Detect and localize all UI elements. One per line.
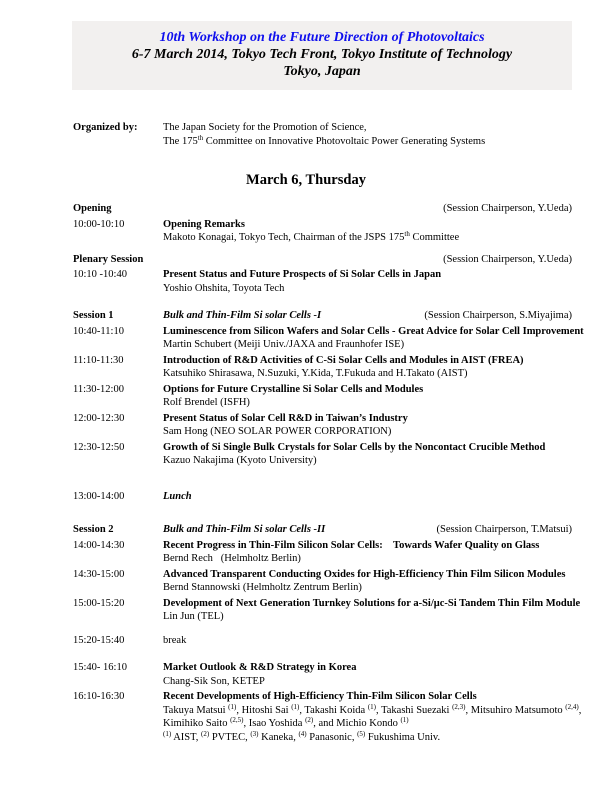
organizer-block xyxy=(73,121,572,148)
organizer-lines xyxy=(163,121,572,148)
session-title: Bulk and Thin-Film Si solar Cells -II xyxy=(163,524,326,535)
session-label: Session 2 xyxy=(73,524,114,535)
talk-speaker: Lin Jun (TEL) xyxy=(163,611,224,622)
session-chair: (Session Chairperson, T.Matsui) xyxy=(436,524,572,535)
talk-time: 16:10-16:30 xyxy=(73,691,125,702)
session-label: Session 1 xyxy=(73,310,114,321)
talk-speaker: Takuya Matsui $^{(1)}$, Hitoshi Sai $^{(1)}$, Takashi Koida $^{(1)}$, Takashi Suezaki $^{(2,3)}$, Mitsuhiro Matsumoto $^{(2,4)}$, xyxy=(163,702,582,716)
talk-row xyxy=(73,354,572,381)
workshop-title: 10th Workshop on the Future Direction of Photovoltaics xyxy=(159,30,485,45)
break-label: Lunch xyxy=(163,490,192,502)
talk-time: 11:30-12:00 xyxy=(73,383,124,395)
talk-time: 15:40- 16:10 xyxy=(73,662,127,673)
talk-time: 14:30-15:00 xyxy=(73,568,125,580)
program-schedule xyxy=(73,202,584,744)
talk-row xyxy=(73,412,572,439)
organizer-line-2: The 175th Committee on Innovative Photovoltaic Power Generating Systems xyxy=(163,133,486,147)
talk-speaker: Kimihiko Saito $^{(2,5)}$, Isao Yoshida $^{(2)}$, and Michio Kondo $^{(1)}$ xyxy=(163,716,409,729)
talk-title: Advanced Transparent Conducting Oxides for High-Efficiency Thin Film Silicon Modules xyxy=(163,568,566,580)
talk-row xyxy=(73,690,582,744)
talk-affiliations: $^{(1)}$ AIST, $^{(2)}$ PVTEC, $^{(3)}$ Kaneka, $^{(4)}$ Panasonic, $^{(5)}$ Fukushima Univ. xyxy=(163,729,441,743)
talk-time: 12:00-12:30 xyxy=(73,412,125,424)
header-banner xyxy=(72,21,572,90)
talk-title: Recent Progress in Thin-Film Silicon Solar Cells: Towards Wafer Quality on Glass xyxy=(163,539,540,551)
talk-speaker: Kazuo Nakajima (Kyoto University) xyxy=(163,455,317,466)
talk-row xyxy=(73,597,581,624)
lunch-break-row xyxy=(73,490,572,504)
talk-title: Opening Remarks xyxy=(163,218,245,230)
talk-time: 10:10 -10:40 xyxy=(73,269,127,280)
session-header-2 xyxy=(73,523,572,537)
talk-title: Present Status of Solar Cell R&D in Taiwan’s Industry xyxy=(163,412,408,424)
talk-title: Present Status and Future Prospects of Si Solar Cells in Japan xyxy=(163,269,442,280)
session-header-opening xyxy=(73,202,572,216)
session-title: Bulk and Thin-Film Si solar Cells -I xyxy=(163,310,322,321)
session-chair: (Session Chairperson, Y.Ueda) xyxy=(443,253,572,265)
talk-time: 15:00-15:20 xyxy=(73,597,125,609)
talk-title: Market Outlook & R&D Strategy in Korea xyxy=(163,662,357,673)
talk-row xyxy=(73,539,572,566)
organized-by-label: Organized by: xyxy=(73,122,138,133)
talk-title: Luminescence from Silicon Wafers and Solar Cells - Great Advice for Solar Cell Improvement xyxy=(163,325,584,337)
talk-speaker: Bernd Rech (Helmholtz Berlin) xyxy=(163,553,301,564)
organizer-line-1: The Japan Society for the Promotion of Science, xyxy=(163,122,367,133)
session-label: Opening xyxy=(73,203,112,214)
location-line: Tokyo, Japan xyxy=(283,64,361,79)
talk-title: Introduction of R&D Activities of C-Si Solar Cells and Modules in AIST (FREA) xyxy=(163,354,524,366)
break-time: 13:00-14:00 xyxy=(73,490,125,502)
talk-speaker: Rolf Brendel (ISFH) xyxy=(163,397,250,408)
talk-speaker: Chang-Sik Son, KETEP xyxy=(163,675,265,687)
talk-row xyxy=(73,383,572,410)
talk-time: 10:00-10:10 xyxy=(73,218,125,230)
session-chair: (Session Chairperson, S.Miyajima) xyxy=(424,310,572,321)
talk-title: Options for Future Crystalline Si Solar Cells and Modules xyxy=(163,383,424,395)
break-time: 15:20-15:40 xyxy=(73,634,125,646)
coffee-break-row xyxy=(73,634,572,648)
talk-row xyxy=(73,661,572,688)
date-heading: March 6, Thursday xyxy=(246,172,366,188)
session-chair: (Session Chairperson, Y.Ueda) xyxy=(443,203,572,214)
talk-speaker: Bernd Stannowski (Helmholtz Zentrum Berlin) xyxy=(163,582,362,593)
talk-time: 14:00-14:30 xyxy=(73,539,125,551)
session-label: Plenary Session xyxy=(73,253,144,265)
session-header-plenary xyxy=(73,253,572,267)
venue-line: 6-7 March 2014, Tokyo Tech Front, Tokyo Institute of Technology xyxy=(131,47,513,62)
talk-title: Recent Developments of High-Efficiency Thin-Film Silicon Solar Cells xyxy=(163,691,477,702)
talk-row xyxy=(73,218,572,245)
talk-speaker: Katsuhiko Shirasawa, N.Suzuki, Y.Kida, T.Fukuda and H.Takato (AIST) xyxy=(163,368,468,379)
talk-time: 10:40-11:10 xyxy=(73,325,124,337)
talk-row xyxy=(73,268,572,295)
talk-title: Growth of Si Single Bulk Crystals for Solar Cells by the Noncontact Crucible Method xyxy=(163,441,546,453)
talk-row xyxy=(73,441,572,468)
talk-speaker: Makoto Konagai, Tokyo Tech, Chairman of the JSPS 175th Committee xyxy=(163,230,460,243)
talk-title: Development of Next Generation Turnkey Solutions for a-Si/μc-Si Tandem Thin Film Module xyxy=(163,597,581,609)
talk-row xyxy=(73,325,584,352)
talk-row xyxy=(73,568,572,595)
talk-speaker: Sam Hong (NEO SOLAR POWER CORPORATION) xyxy=(163,426,392,437)
talk-speaker: Martin Schubert (Meiji Univ./JAXA and Fraunhofer ISE) xyxy=(163,339,405,350)
talk-speaker: Yoshio Ohshita, Toyota Tech xyxy=(163,282,285,294)
talk-time: 12:30-12:50 xyxy=(73,441,125,453)
break-label: break xyxy=(163,634,187,646)
talk-time: 11:10-11:30 xyxy=(73,354,124,366)
session-header-1 xyxy=(73,309,572,323)
